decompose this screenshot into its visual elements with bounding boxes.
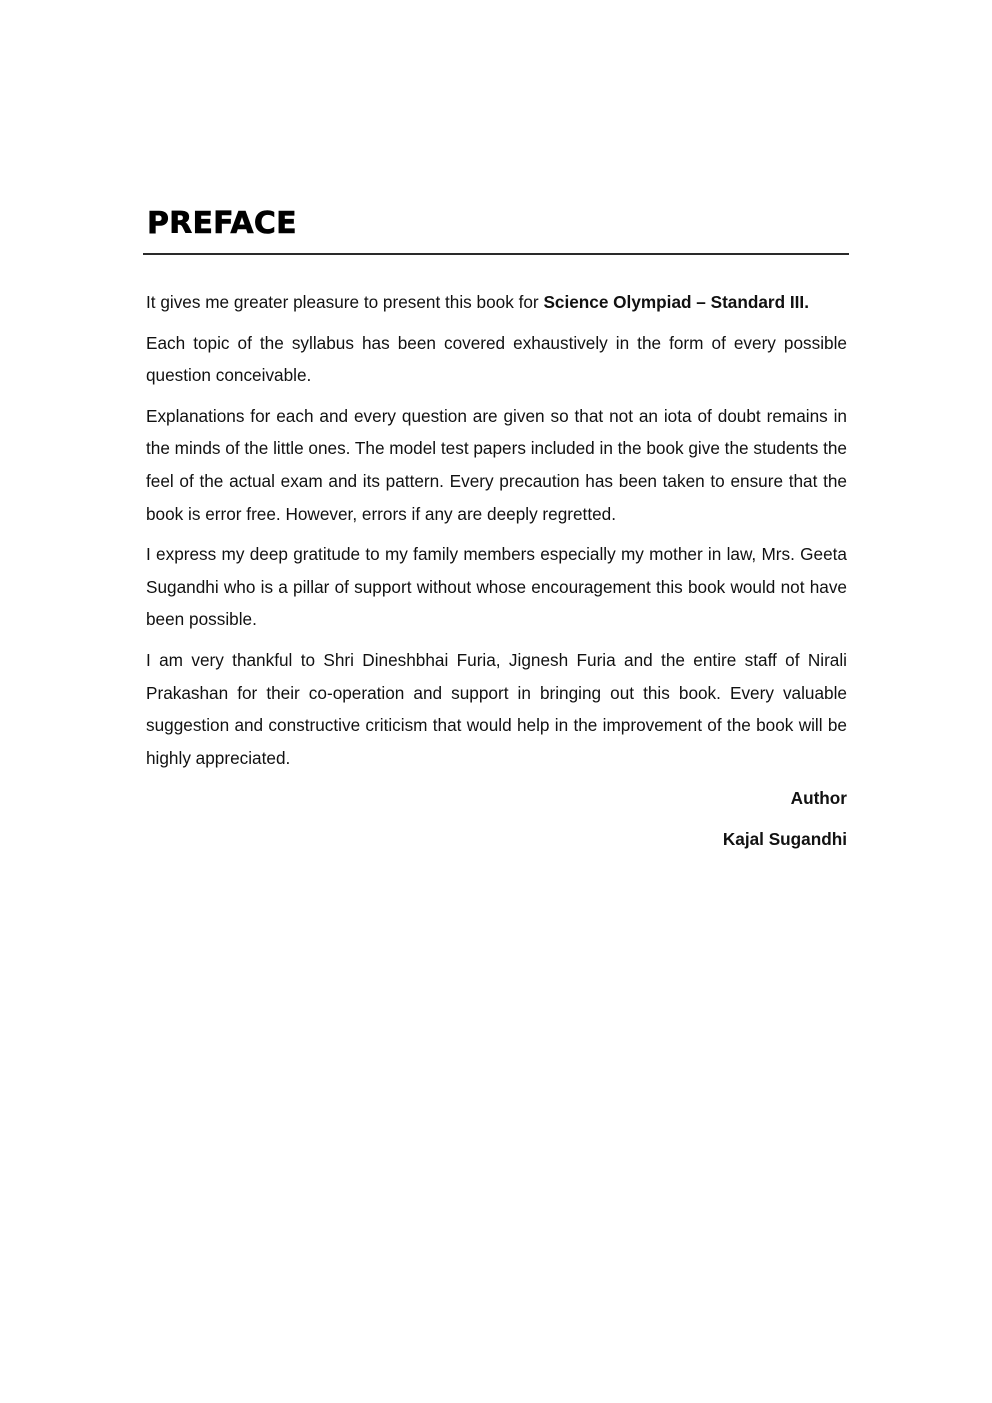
title-divider — [143, 253, 849, 255]
paragraph-coverage: Each topic of the syllabus has been covered exhaustively in the form of every possible question conceivable. — [146, 332, 847, 386]
paragraph-thanks: I am very thankful to Shri Dineshbhai Furia, Jignesh Furia and the entire staff of Nirali Prakashan for their co-operation and support in bringing out this book. Every valuable suggestion and constructive criticism that would help in the improvement of the book will be highly appreciated. — [146, 649, 847, 768]
paragraph-gratitude: I express my deep gratitude to my family members especially my mother in law, Mrs. Geeta Sugandhi who is a pillar of support without whose encouragement this book would not have been possible. — [146, 544, 847, 630]
signature-name: Kajal Sugandhi — [722, 828, 847, 849]
signature-role: Author — [790, 788, 847, 809]
preface-body — [146, 286, 847, 864]
book-title: Science Olympiad – Standard III. — [543, 292, 809, 312]
page-title: PREFACE — [147, 206, 297, 241]
paragraph-explanations: Explanations for each and every question are given so that not an iota of doubt remains in the minds of the little ones. The model test papers included in the book give the students the feel of the actual exam and its pattern. Every precaution has been taken to ensure that the book is error free. However, errors if any are deeply regretted. — [146, 405, 847, 524]
intro-paragraph — [146, 286, 847, 319]
intro-text: It gives me greater pleasure to present this book for — [146, 292, 544, 312]
